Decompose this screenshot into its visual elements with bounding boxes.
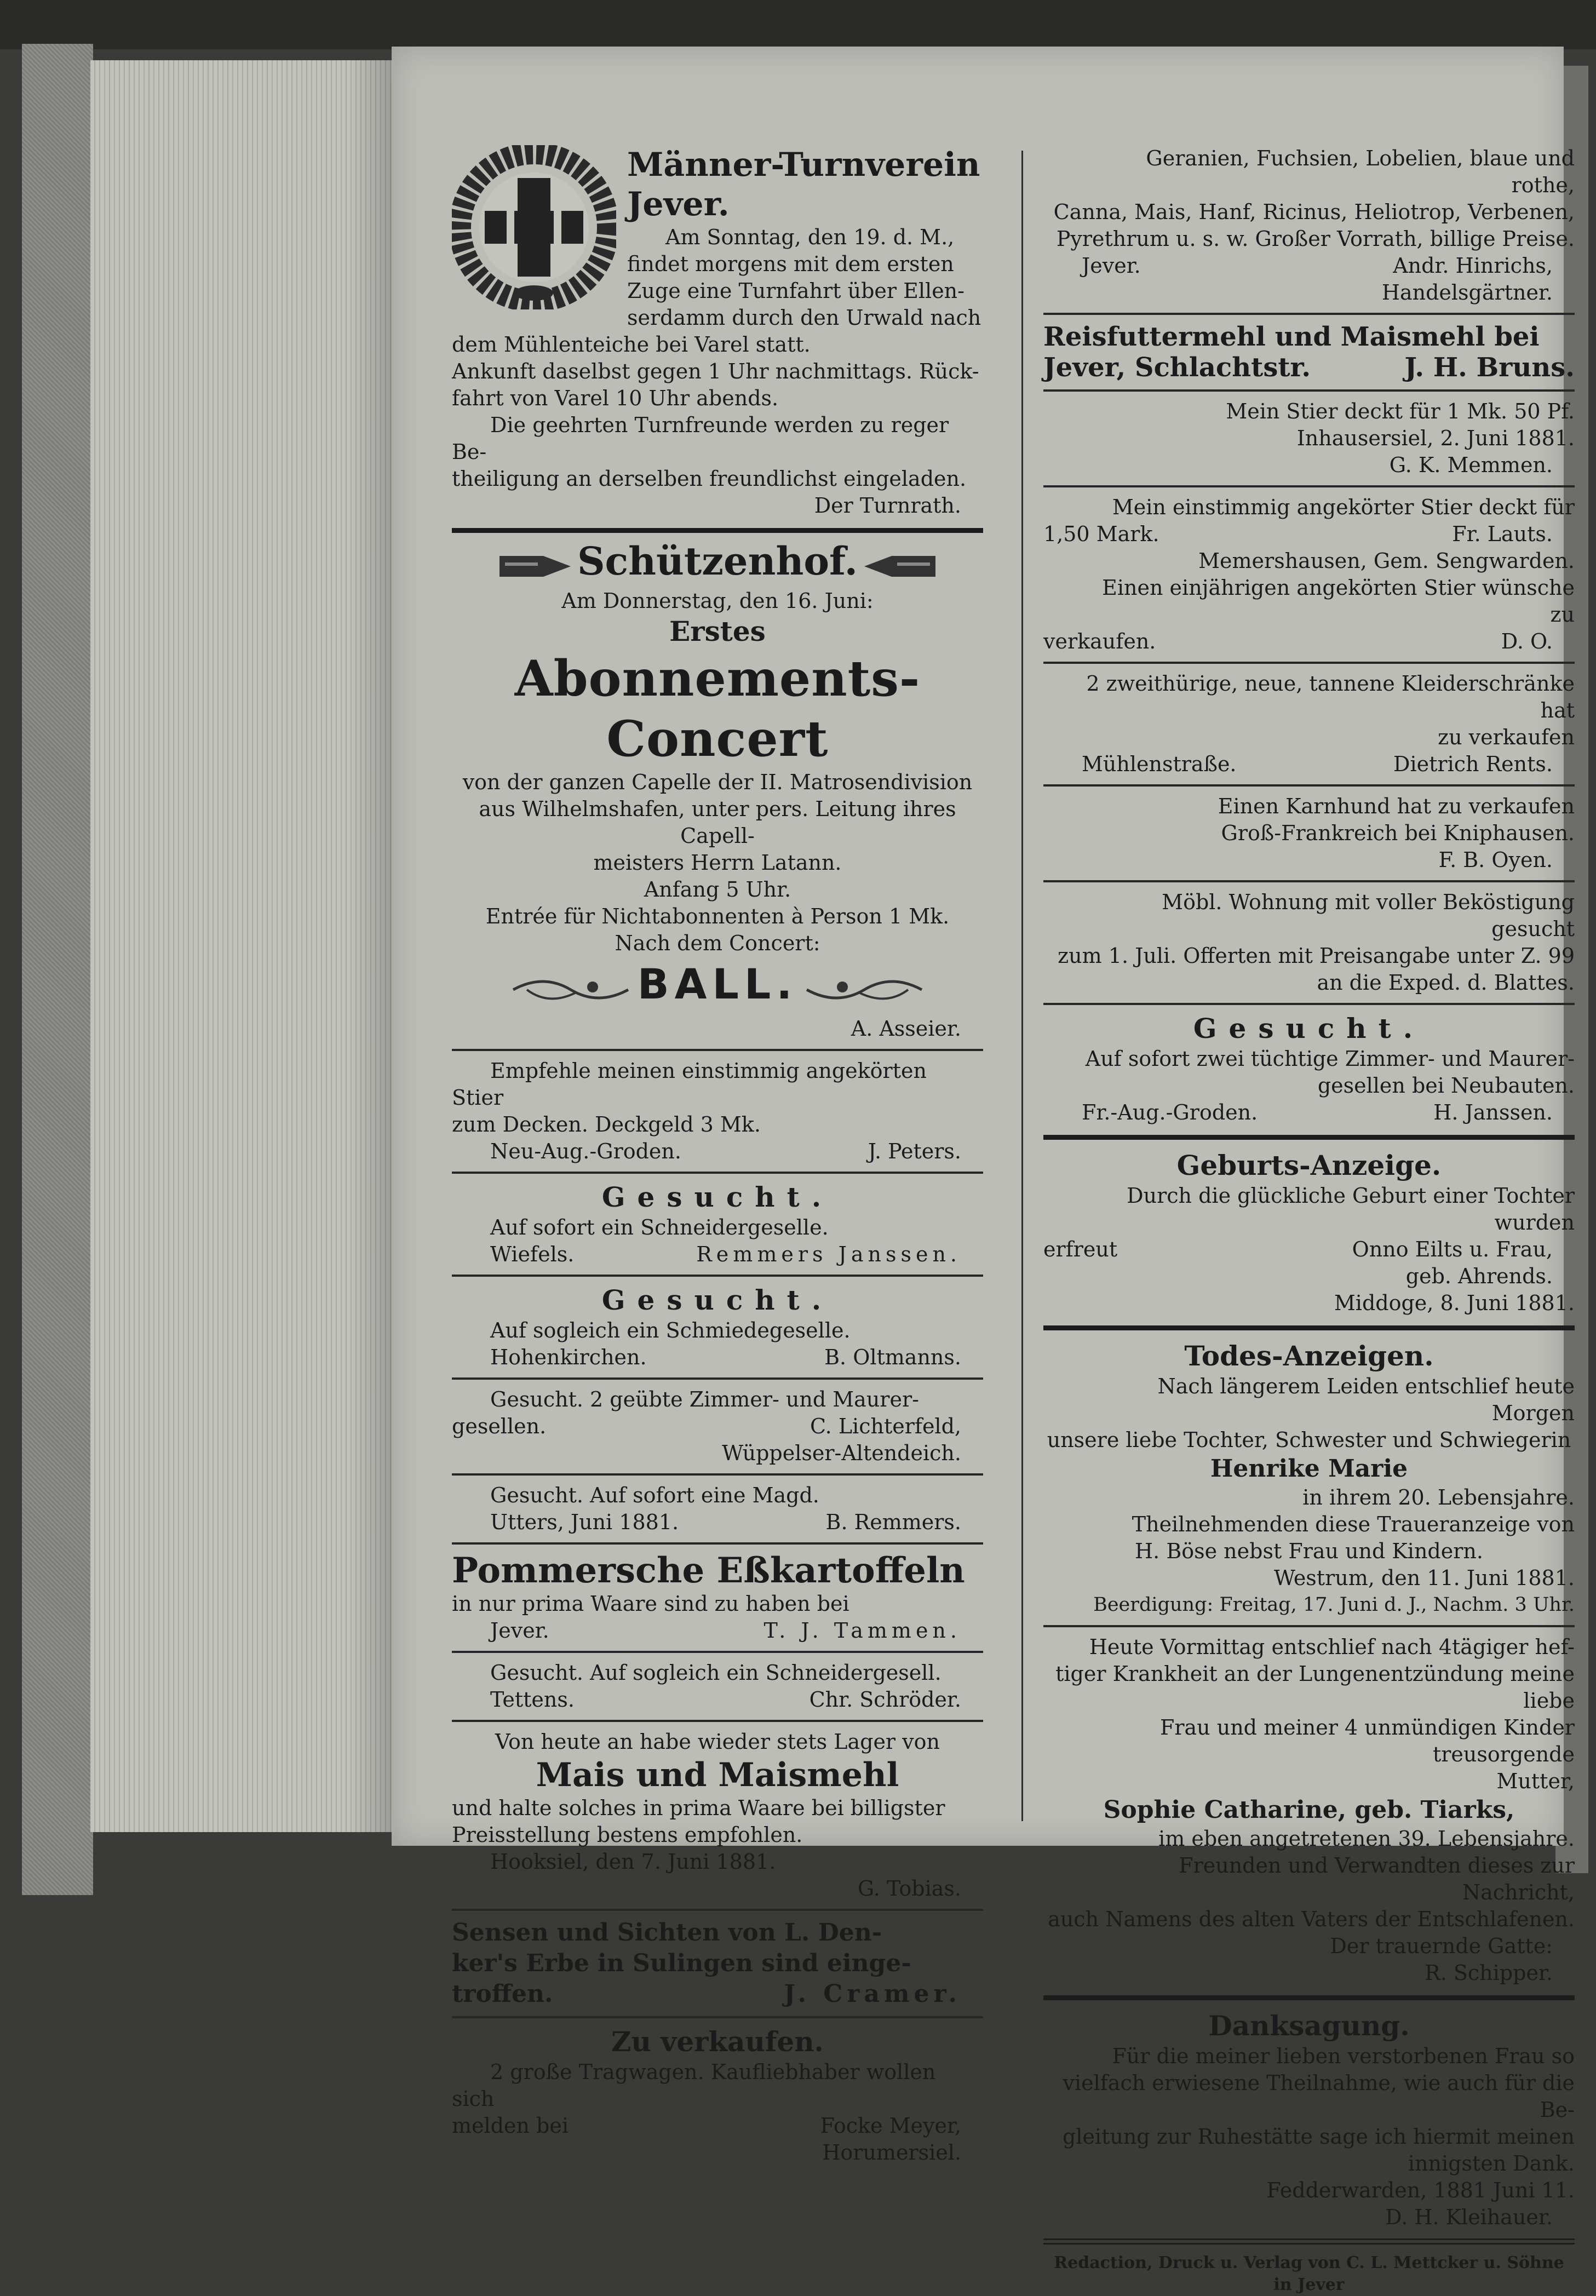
turnverein-line: Ankunft daselbst gegen 1 Uhr nachmittags. Rück- <box>452 359 979 383</box>
wohnung-line: Möbl. Wohnung mit voller Beköstigung gesucht <box>1162 890 1575 941</box>
dank-line: vielfach erwiesene Theilnahme, wie auch für die Be- <box>1063 2071 1575 2122</box>
todes2-line: Frau und meiner 4 unmündigen Kinder treusorgende <box>1160 1715 1575 1766</box>
mais-line: Preisstellung bestens empfohlen. <box>452 1823 803 1847</box>
stier-peters-line: zum Decken. Deckgeld 3 Mk. <box>452 1112 761 1136</box>
ad-turnverein <box>452 145 983 519</box>
turnverein-line: Am Sonntag, den 19. d. M., <box>665 225 955 249</box>
geburt-line: Durch die glückliche Geburt einer Tochter wurden <box>1127 1184 1575 1235</box>
stier-memmen-place: Inhausersiel, 2. Juni 1881. <box>1296 426 1575 450</box>
separator <box>1043 1135 1575 1140</box>
geburt-line: erfreut <box>1043 1237 1118 1261</box>
verkaufen-name: Focke Meyer, <box>820 2114 961 2138</box>
imprint: Redaction, Druck u. Verlag von C. L. Mettcker u. Söhne in Jever <box>1054 2253 1564 2294</box>
sensen-line: ker's Erbe in Sulingen sind einge- <box>452 1949 911 1977</box>
schraenke-line: zu verkaufen <box>1438 725 1575 749</box>
scan-background-left <box>22 44 93 1895</box>
stier-lauts-line: Mein einstimmig angekörter Stier deckt für <box>1112 495 1575 519</box>
kartoffeln-place: Jever. <box>490 1618 549 1643</box>
karnhund-place: Groß-Frankreich bei Kniphausen. <box>1221 821 1575 845</box>
ad-gesucht-magd <box>452 1482 983 1536</box>
todes2-line: Freunden und Verwandten dieses zur Nachricht, <box>1179 1853 1575 1904</box>
turnverein-line: dem Mühlenteiche bei Varel statt. <box>452 332 811 357</box>
separator <box>452 528 983 533</box>
separator <box>1043 784 1575 787</box>
separator <box>452 2016 983 2018</box>
geburt-title: Geburts-Anzeige. <box>1176 1149 1442 1181</box>
separator <box>452 1720 983 1722</box>
schuetzenhof-first: Erstes <box>669 615 766 647</box>
schraenke-place: Mühlenstraße. <box>1082 752 1237 776</box>
todes-family: H. Böse nebst Frau und Kindern. <box>1135 1539 1483 1563</box>
schuetzenhof-desc: meisters Herrn Latann. <box>593 850 842 875</box>
verkaufen-title: Zu verkaufen. <box>611 2025 824 2058</box>
schuetzenhof-desc: aus Wilhelmshafen, unter pers. Leitung ihres Capell- <box>479 796 956 848</box>
stier-lauts-line: 1,50 Mark. <box>1043 522 1159 546</box>
todes-line: Nach längerem Leiden entschlief heute Morgen <box>1157 1374 1575 1425</box>
column-divider <box>1021 151 1023 1821</box>
gesucht-place: gesellen. <box>452 1414 547 1438</box>
schuetzenhof-concert: Abonnements-Concert <box>514 649 921 768</box>
separator <box>1043 313 1575 315</box>
gesucht-place: Hohenkirchen. <box>490 1345 647 1369</box>
separator <box>452 1473 983 1476</box>
separator <box>452 1275 983 1277</box>
pflanzen-place: Jever. <box>1082 254 1141 278</box>
ad-geburt <box>1043 1149 1575 1317</box>
todes-title: Todes-Anzeigen. <box>1184 1340 1434 1372</box>
todes2-line: Mutter, <box>1496 1769 1575 1793</box>
todes2-line: auch Namens des alten Vaters der Entschlafenen. <box>1048 1907 1575 1931</box>
schuetzenhof-title: Schützenhof. <box>577 538 858 584</box>
ad-todes-tiarks <box>1043 1634 1575 1987</box>
right-column <box>1043 145 1575 2296</box>
kartoffeln-name: T. J. Tammen. <box>763 1618 961 1643</box>
ad-wohnung <box>1043 889 1575 996</box>
mais-name: G. Tobias. <box>857 1876 961 1901</box>
verkaufen-line: 2 große Tragwagen. Kaufliebhaber wollen sich <box>452 2060 936 2111</box>
dank-place: Fedderwarden, 1881 Juni 11. <box>1266 2178 1575 2202</box>
gesucht-name: Remmers Janssen. <box>696 1242 961 1266</box>
separator <box>1043 2238 1575 2245</box>
gesucht-place: Tettens. <box>490 1687 575 1712</box>
gesucht-line: gesellen bei Neubauten. <box>1317 1074 1575 1098</box>
pflanzen-name: Andr. Hinrichs, <box>1393 254 1553 278</box>
schraenke-name: Dietrich Rents. <box>1393 752 1553 776</box>
pflanzen-line: Geranien, Fuchsien, Lobelien, blaue und rothe, <box>1146 146 1575 197</box>
ad-sensen <box>452 1918 983 2010</box>
mais-line: und halte solches in prima Waare bei billigster <box>452 1796 945 1820</box>
ad-kartoffeln <box>452 1551 983 1644</box>
todes2-line: tiger Krankheit an der Lungenentzündung meine liebe <box>1055 1662 1575 1713</box>
turnverein-line: findet morgens mit dem ersten <box>627 252 954 276</box>
pflanzen-line: Canna, Mais, Hanf, Ricinus, Heliotrop, Verbenen, <box>1053 200 1575 224</box>
todes2-signature: R. Schipper. <box>1425 1961 1553 1985</box>
ad-stier-memmen <box>1043 398 1575 479</box>
ad-gesucht-zimmerleute <box>1043 1012 1575 1126</box>
separator <box>452 1909 983 1911</box>
ad-schuetzenhof <box>452 538 983 1042</box>
mais-place: Hooksiel, den 7. Juni 1881. <box>490 1850 776 1874</box>
geburt-place: Middoge, 8. Juni 1881. <box>1334 1291 1575 1315</box>
flourish-right-icon <box>804 971 925 1015</box>
kartoffeln-line: in nur prima Waare sind zu haben bei <box>452 1592 849 1616</box>
separator <box>1043 389 1575 392</box>
turnverein-title: Männer-Turnverein Jever. <box>627 146 980 223</box>
left-column <box>452 145 983 2166</box>
ad-pflanzen <box>1043 145 1575 306</box>
newspaper-page <box>392 47 1575 2294</box>
gesucht-name: B. Oltmanns. <box>824 1345 961 1369</box>
flourish-left-icon <box>510 971 631 1015</box>
geburt-name: Onno Eilts u. Frau, <box>1352 1237 1553 1261</box>
ad-gesucht-zimmer <box>452 1386 983 1467</box>
todes2-name: Sophie Catharine, geb. Tiarks, <box>1103 1796 1515 1824</box>
ad-schraenke <box>1043 670 1575 778</box>
dank-line: innigsten Dank. <box>1408 2151 1575 2176</box>
schuetzenhof-ball: BALL. <box>637 959 798 1008</box>
separator <box>1043 880 1575 882</box>
turnverein-emblem-icon <box>452 145 616 309</box>
ad-reisfutter <box>1043 322 1575 383</box>
todes2-line: Heute Vormittag entschlief nach 4tägiger hef- <box>1089 1635 1575 1659</box>
gesucht-line: Gesucht. Auf sogleich ein Schneidergesell. <box>490 1661 941 1685</box>
stier-lauts-place: Memershausen, Gem. Sengwarden. <box>1198 549 1575 573</box>
separator <box>1043 1995 1575 2000</box>
karnhund-name: F. B. Oyen. <box>1438 848 1553 872</box>
gesucht-line: Auf sogleich ein Schmiedegeselle. <box>490 1318 851 1342</box>
todes-name: Henrike Marie <box>1210 1455 1408 1483</box>
ad-stier-wunsch <box>1043 575 1575 655</box>
verkaufen-place: melden bei <box>452 2114 569 2138</box>
stier-memmen-name: G. K. Memmen. <box>1389 453 1553 477</box>
separator <box>1043 485 1575 487</box>
turnverein-signature: Der Turnrath. <box>814 493 961 518</box>
pflanzen-line: Pyrethrum u. s. w. Großer Vorrath, billige Preise. <box>1056 227 1575 251</box>
gesucht-place: Utters, Juni 1881. <box>490 1510 679 1534</box>
todes-funeral: Beerdigung: Freitag, 17. Juni d. J., Nachm. 3 Uhr. <box>1093 1594 1575 1616</box>
stier-peters-line: Empfehle meinen einstimmig angekörten Stier <box>452 1059 927 1110</box>
dank-name: D. H. Kleihauer. <box>1385 2205 1553 2229</box>
pointing-hand-left-icon <box>864 552 935 588</box>
gesucht-name: Chr. Schröder. <box>809 1687 961 1712</box>
schuetzenhof-after: Nach dem Concert: <box>615 931 820 955</box>
gesucht-name: H. Janssen. <box>1433 1100 1553 1124</box>
ad-mais <box>452 1729 983 1902</box>
separator <box>1043 1625 1575 1627</box>
reisfutter-title: Reisfuttermehl und Maismehl bei <box>1043 322 1540 352</box>
todes2-signature: Der trauernde Gatte: <box>1330 1934 1553 1958</box>
dank-title: Danksagung. <box>1208 2010 1410 2042</box>
stier-peters-place: Neu-Aug.-Groden. <box>490 1139 681 1163</box>
reisfutter-place: Jever, Schlachtstr. <box>1043 352 1311 383</box>
turnverein-line: fahrt von Varel 10 Uhr abends. <box>452 386 779 410</box>
turnverein-line: Zuge eine Turnfahrt über Ellen- <box>627 279 965 303</box>
turnverein-line: serdamm durch den Urwald nach <box>627 306 981 330</box>
sensen-name: J. Cramer. <box>784 1980 961 2008</box>
gesucht-title: Gesucht. <box>1193 1012 1425 1044</box>
gesucht-line: Auf sofort zwei tüchtige Zimmer- und Maurer- <box>1085 1047 1575 1071</box>
pointing-hand-right-icon <box>500 552 571 588</box>
gesucht-title: Gesucht. <box>601 1284 834 1316</box>
ad-stier-lauts <box>1043 494 1575 575</box>
ad-stier-peters <box>452 1058 983 1165</box>
separator <box>1043 662 1575 664</box>
schuetzenhof-date: Am Donnerstag, den 16. Juni: <box>561 588 874 613</box>
separator <box>452 1651 983 1653</box>
dank-line: gleitung zur Ruhestätte sage ich hiermit meinen <box>1062 2125 1575 2149</box>
stier-lauts-name: Fr. Lauts. <box>1452 522 1553 546</box>
turnverein-line: theiligung an derselben freundlichst eingeladen. <box>452 467 967 491</box>
ad-karnhund <box>1043 793 1575 874</box>
separator <box>452 1172 983 1174</box>
separator <box>452 1542 983 1545</box>
todes2-line: im eben angetretenen 39. Lebensjahre. <box>1158 1827 1575 1851</box>
separator <box>452 1377 983 1380</box>
gesucht-name: Wüppelser-Altendeich. <box>722 1441 961 1465</box>
ad-gesucht-schmied <box>452 1283 983 1371</box>
page-gutter-shadow <box>351 60 397 1832</box>
scan-background-top <box>0 0 1596 49</box>
wohnung-line: an die Exped. d. Blattes. <box>1317 971 1575 995</box>
kartoffeln-title: Pommersche Eßkartoffeln <box>452 1550 965 1591</box>
mais-title: Mais und Maismehl <box>536 1756 899 1794</box>
verkaufen-name: Horumersiel. <box>822 2140 961 2165</box>
gesucht-name: B. Remmers. <box>825 1510 961 1534</box>
mais-intro: Von heute an habe wieder stets Lager von <box>495 1730 940 1754</box>
geburt-name: geb. Ahrends. <box>1405 1264 1553 1288</box>
gesucht-line: Gesucht. 2 geübte Zimmer- und Maurer- <box>490 1387 919 1411</box>
separator <box>452 1049 983 1051</box>
wohnung-line: zum 1. Juli. Offerten mit Preisangabe unter Z. 99 <box>1058 944 1575 968</box>
ad-verkaufen <box>452 2025 983 2166</box>
todes-line: unsere liebe Tochter, Schwester und Schwiegerin <box>1047 1428 1571 1452</box>
stier-wunsch-line: verkaufen. <box>1043 629 1156 653</box>
todes-mourn: Theilnehmenden diese Traueranzeige von <box>1132 1512 1575 1536</box>
ad-gesucht-tettens <box>452 1660 983 1713</box>
todes-age: in ihrem 20. Lebensjahre. <box>1302 1485 1575 1509</box>
gesucht-line: Gesucht. Auf sofort eine Magd. <box>490 1483 819 1507</box>
dank-line: Für die meiner lieben verstorbenen Frau so <box>1112 2044 1575 2068</box>
stier-peters-name: J. Peters. <box>868 1139 961 1163</box>
sensen-line: troffen. <box>452 1980 553 2008</box>
pflanzen-name: Handelsgärtner. <box>1381 280 1553 305</box>
gesucht-name: C. Lichterfeld, <box>810 1414 961 1438</box>
ad-todes <box>1043 1339 1575 1618</box>
gesucht-line: Auf sofort ein Schneidergeselle. <box>490 1215 829 1239</box>
reisfutter-name: J. H. Bruns. <box>1404 352 1575 383</box>
schuetzenhof-entry: Entrée für Nichtabonnenten à Person 1 Mk. <box>485 904 950 928</box>
stier-memmen-line: Mein Stier deckt für 1 Mk. 50 Pf. <box>1226 399 1575 423</box>
separator <box>1043 1325 1575 1330</box>
schuetzenhof-desc: von der ganzen Capelle der II. Matrosendivision <box>462 770 973 794</box>
schuetzenhof-signature: A. Asseier. <box>851 1017 961 1041</box>
separator <box>1043 1003 1575 1005</box>
ad-gesucht-schneider <box>452 1180 983 1268</box>
gesucht-title: Gesucht. <box>601 1181 834 1213</box>
stier-wunsch-name: D. O. <box>1501 629 1553 653</box>
stier-wunsch-line: Einen einjährigen angekörten Stier wünsche zu <box>1102 576 1575 627</box>
ad-danksagung <box>1043 2009 1575 2231</box>
todes-place: Westrum, den 11. Juni 1881. <box>1273 1566 1575 1590</box>
turnverein-line: Die geehrten Turnfreunde werden zu reger Be- <box>452 413 949 464</box>
schraenke-line: 2 zweithürige, neue, tannene Kleiderschränke hat <box>1086 671 1575 722</box>
gesucht-place: Fr.-Aug.-Groden. <box>1082 1100 1258 1124</box>
sensen-line: Sensen und Sichten von L. Den- <box>452 1919 882 1947</box>
schuetzenhof-start: Anfang 5 Uhr. <box>644 877 791 902</box>
gesucht-place: Wiefels. <box>490 1242 575 1266</box>
karnhund-line: Einen Karnhund hat zu verkaufen <box>1218 794 1575 818</box>
